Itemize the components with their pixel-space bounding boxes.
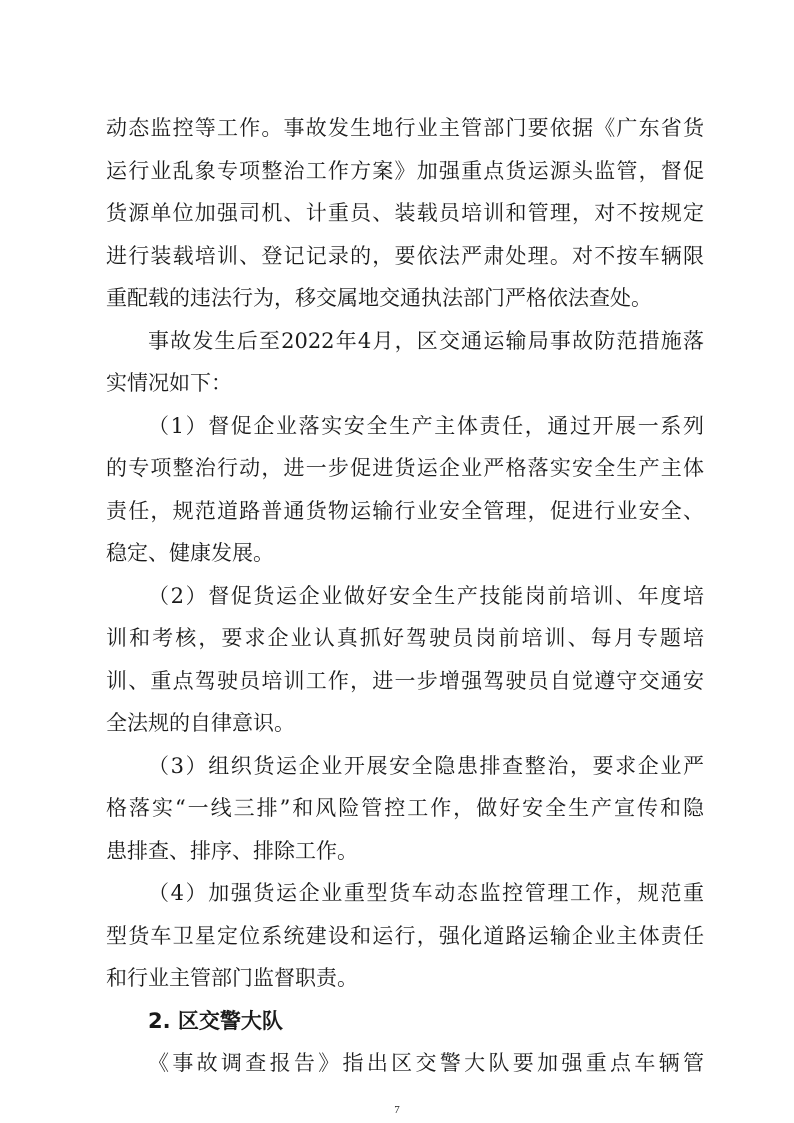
list-item-2-line: 训和考核，要求企业认真抓好驾驶员岗前培训、每月专题培	[106, 626, 704, 650]
list-item-1-line: （1）督促企业落实安全生产主体责任，通过开展一系列	[148, 414, 704, 438]
list-item-2-line: 训、重点驾驶员培训工作，进一步增强驾驶员自觉遵守交通安	[106, 669, 704, 693]
list-item-1-line: 稳定、健康发展。	[106, 541, 274, 565]
paragraph-line: 进行装载培训、登记记录的，要依法严肃处理。对不按车辆限	[106, 244, 704, 268]
list-item-1-line: 的专项整治行动，进一步促进货运企业严格落实安全生产主体	[106, 456, 704, 480]
list-item-1-line: 责任，规范道路普通货物运输行业安全管理，促进行业安全、	[106, 499, 704, 523]
paragraph-line: 实情况如下：	[106, 371, 232, 395]
list-item-4-line: （4）加强货运企业重型货车动态监控管理工作，规范重	[148, 881, 704, 905]
paragraph-line: 《事故调查报告》指出区交警大队要加强重点车辆管	[148, 1051, 704, 1075]
list-item-2-line: 全法规的自律意识。	[106, 711, 295, 735]
list-item-2-line: （2）督促货运企业做好安全生产技能岗前培训、年度培	[148, 584, 704, 608]
section-heading: 2. 区交警大队	[148, 1009, 283, 1033]
list-item-3-line: 患排查、排序、排除工作。	[106, 839, 358, 863]
list-item-4-line: 型货车卫星定位系统建设和运行，强化道路运输企业主体责任	[106, 924, 704, 948]
list-item-3-line: （3）组织货运企业开展安全隐患排查整治，要求企业严	[148, 754, 704, 778]
list-item-4-line: 和行业主管部门监督职责。	[106, 966, 358, 990]
paragraph-line: 事故发生后至2022年4月，区交通运输局事故防范措施落	[148, 329, 704, 353]
paragraph-line: 运行业乱象专项整治工作方案》加强重点货运源头监管，督促	[106, 159, 704, 183]
paragraph-line: 动态监控等工作。事故发生地行业主管部门要依据《广东省货	[106, 116, 704, 140]
paragraph-line: 重配载的违法行为，移交属地交通执法部门严格依法查处。	[106, 286, 652, 310]
list-item-3-line: 格落实“一线三排”和风险管控工作，做好安全生产宣传和隐	[106, 796, 704, 820]
paragraph-line: 货源单位加强司机、计重员、装载员培训和管理，对不按规定	[106, 201, 704, 225]
page-number: 7	[394, 1104, 400, 1116]
